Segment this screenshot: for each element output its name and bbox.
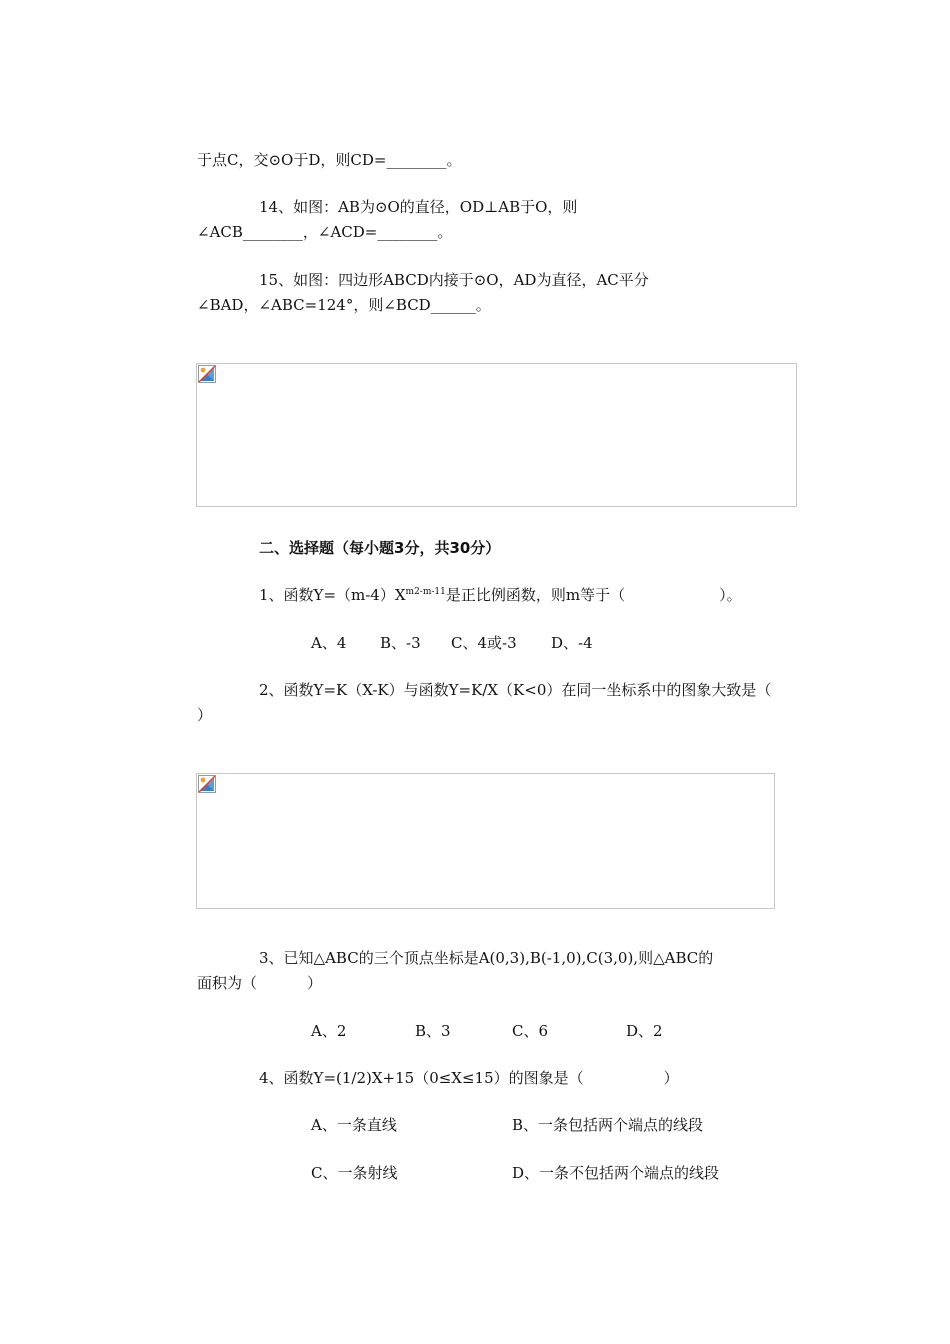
q2-line1: 2、函数Y=K（X-K）与函数Y=K/X（K<0）在同一坐标系中的图象大致是（ (259, 681, 772, 699)
q13-continuation: 于点C，交⊙O于D，则CD=________。 (197, 151, 462, 169)
broken-image-icon (198, 775, 216, 793)
q1-option-d: D、-4 (551, 634, 593, 652)
q1-line (259, 585, 742, 605)
q3-line2 (197, 973, 322, 993)
q1-exponent: m2-m-11 (405, 587, 446, 597)
q15-line1: 15、如图：四边形ABCD内接于⊙O，AD为直径，AC平分 (259, 271, 649, 289)
q4-line (259, 1068, 679, 1088)
broken-image-icon (198, 365, 216, 383)
figure-placeholder-2 (196, 773, 775, 909)
q2-line2: ） (197, 706, 213, 724)
q4-stem: 4、函数Y=(1/2)X+15（0≤X≤15）的图象是（ (259, 1069, 584, 1087)
q4-option-d: D、一条不包括两个端点的线段 (512, 1164, 720, 1182)
q1-option-c: C、4或-3 (451, 634, 517, 652)
q14-line1: 14、如图：AB为⊙O的直径，OD⊥AB于O，则 (259, 198, 578, 216)
section2-title: 二、选择题（每小题3分，共30分） (259, 539, 501, 557)
q3-option-c: C、6 (512, 1022, 549, 1040)
q1-option-b: B、-3 (380, 634, 421, 652)
q1-option-a: A、4 (311, 634, 347, 652)
q1-stem-tail: 是正比例函数，则m等于（ (445, 586, 626, 604)
q4-option-c: C、一条射线 (311, 1164, 398, 1182)
q3-close: ） (307, 974, 323, 992)
q15-line2: ∠BAD，∠ABC=124°，则∠BCD______。 (197, 296, 491, 314)
q3-option-b: B、3 (415, 1022, 451, 1040)
q4-option-b: B、一条包括两个端点的线段 (512, 1116, 704, 1134)
q14-line2: ∠ACB________，∠ACD=________。 (197, 223, 453, 241)
q3-option-a: A、2 (311, 1022, 347, 1040)
q3-stem: 面积为（ (197, 974, 258, 992)
q1-close: ）。 (719, 586, 742, 604)
q4-option-a: A、一条直线 (311, 1116, 397, 1134)
q3-line1: 3、已知△ABC的三个顶点坐标是A(0,3),B(-1,0),C(3,0),则△ABC的 (259, 949, 714, 967)
q4-close: ） (663, 1069, 679, 1087)
q3-option-d: D、2 (626, 1022, 663, 1040)
figure-placeholder-1 (196, 363, 797, 507)
q1-stem: 1、函数Y=（m-4）X (259, 586, 406, 604)
